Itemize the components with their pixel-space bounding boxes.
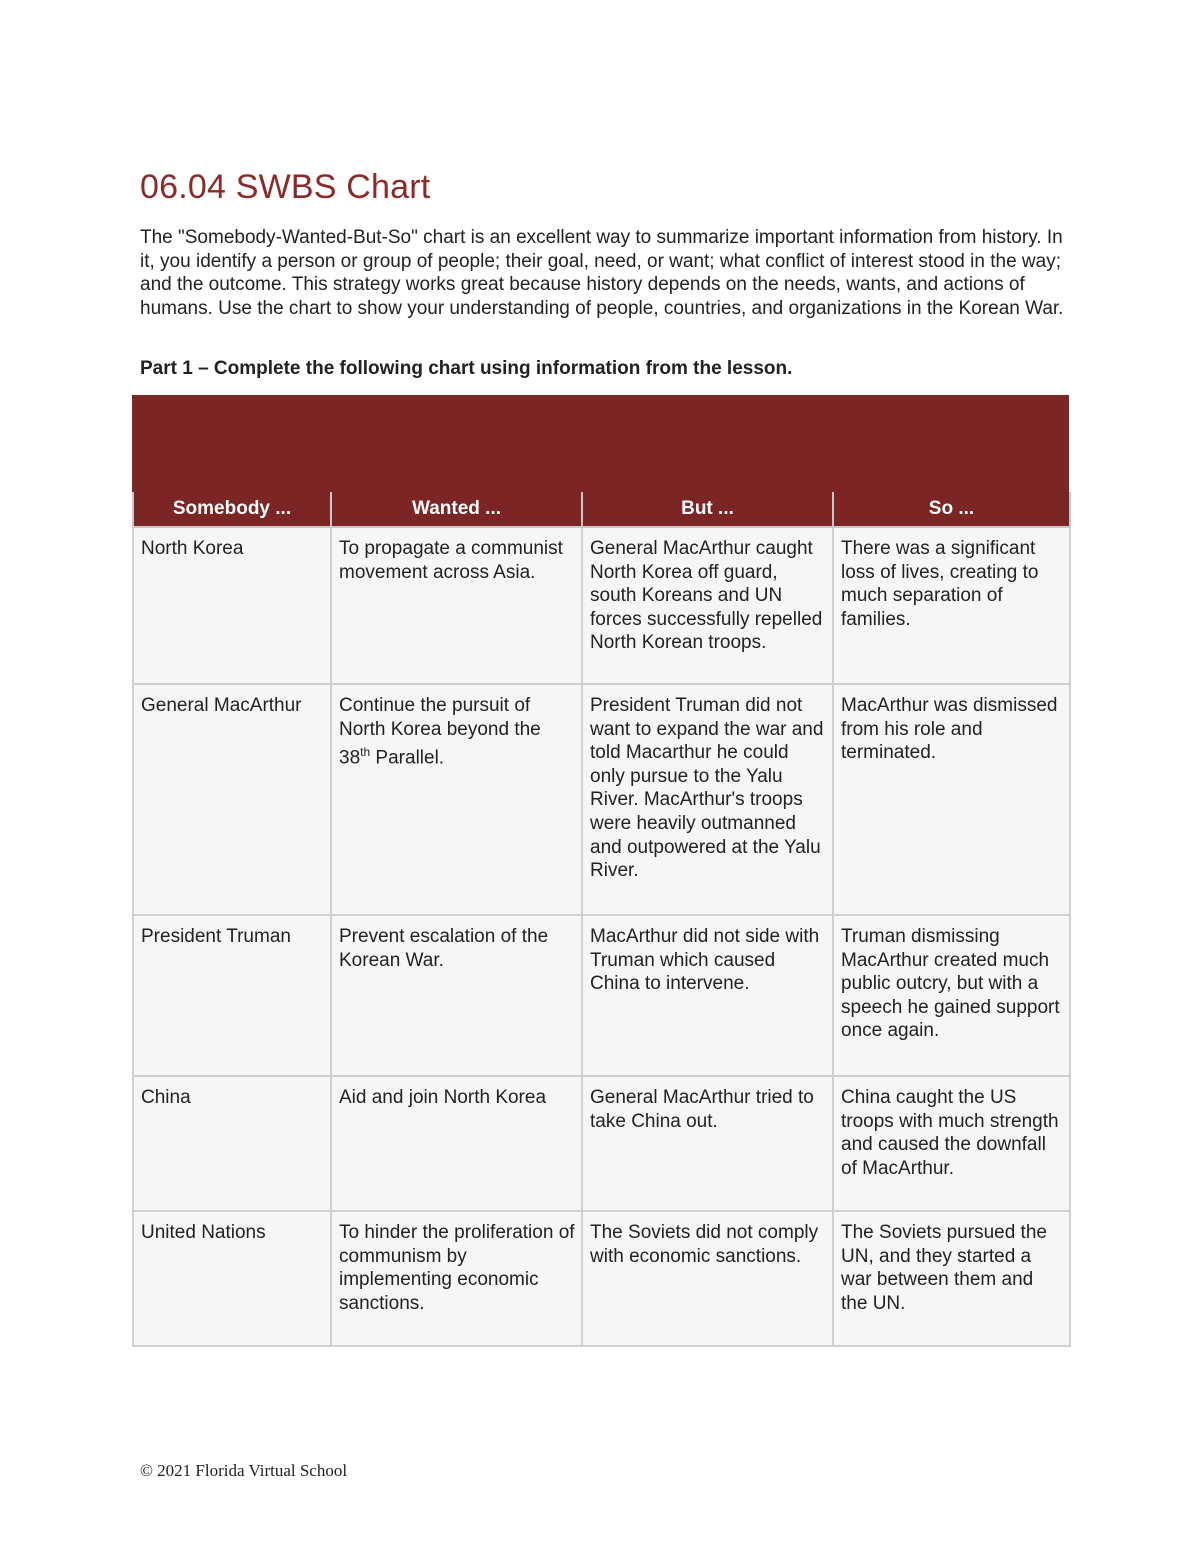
cell-wanted[interactable] xyxy=(331,684,582,915)
cell-so[interactable]: The Soviets pursued the UN, and they started a war between them and the UN. xyxy=(833,1211,1070,1346)
cell-wanted[interactable]: To hinder the proliferation of communism by implementing economic sanctions. xyxy=(331,1211,582,1346)
header-so: So ... xyxy=(833,492,1070,527)
cell-somebody[interactable]: General MacArthur xyxy=(133,684,331,915)
intro-paragraph: The "Somebody-Wanted-But-So" chart is an excellent way to summarize important information from history. In it, you identify a person or group of people; their goal, need, or want; what conflict of interest stood in the way; and the outcome. This strategy works great because history depends on the needs, wants, and actions of humans. Use the chart to show your understanding of people, countries, and organizations in the Korean War. xyxy=(140,227,1064,319)
swbs-table xyxy=(132,492,1071,1347)
cell-somebody[interactable]: China xyxy=(133,1076,331,1211)
cell-but[interactable]: The Soviets did not comply with economic sanctions. xyxy=(582,1211,833,1346)
cell-so[interactable]: China caught the US troops with much strength and caused the downfall of MacArthur. xyxy=(833,1076,1070,1211)
ordinal-superscript: th xyxy=(360,745,371,760)
cell-so[interactable]: There was a significant loss of lives, creating to much separation of families. xyxy=(833,527,1070,684)
cell-but[interactable]: MacArthur did not side with Truman which caused China to intervene. xyxy=(582,915,833,1076)
cell-wanted[interactable]: To propagate a communist movement across Asia. xyxy=(331,527,582,684)
part-1-instruction: Part 1 – Complete the following chart using information from the lesson. xyxy=(140,358,793,379)
cell-wanted[interactable]: Prevent escalation of the Korean War. xyxy=(331,915,582,1076)
header-but: But ... xyxy=(582,492,833,527)
page-title: 06.04 SWBS Chart xyxy=(140,168,431,206)
table-row xyxy=(133,527,1070,684)
cell-but[interactable]: General MacArthur tried to take China out. xyxy=(582,1076,833,1211)
cell-but[interactable]: General MacArthur caught North Korea off guard, south Koreans and UN forces successfully repelled North Korean troops. xyxy=(582,527,833,684)
swbs-table-container xyxy=(132,395,1069,1347)
cell-but[interactable]: President Truman did not want to expand the war and told Macarthur he could only pursue to the Yalu River. MacArthur's troops were heavily outmanned and outpowered at the Yalu River. xyxy=(582,684,833,915)
header-row xyxy=(133,492,1070,527)
cell-wanted-text: Continue the pursuit of North Korea beyond the 38 xyxy=(339,695,541,769)
parallel-suffix: Parallel. xyxy=(370,747,445,769)
cell-so[interactable]: Truman dismissing MacArthur created much public outcry, but with a speech he gained support once again. xyxy=(833,915,1070,1076)
table-banner xyxy=(132,395,1069,492)
header-somebody: Somebody ... xyxy=(133,492,331,527)
cell-somebody[interactable]: North Korea xyxy=(133,527,331,684)
cell-wanted[interactable]: Aid and join North Korea xyxy=(331,1076,582,1211)
table-row xyxy=(133,915,1070,1076)
cell-somebody[interactable]: United Nations xyxy=(133,1211,331,1346)
header-wanted: Wanted ... xyxy=(331,492,582,527)
table-row xyxy=(133,1211,1070,1346)
cell-so[interactable]: MacArthur was dismissed from his role and terminated. xyxy=(833,684,1070,915)
table-row xyxy=(133,684,1070,915)
cell-somebody[interactable]: President Truman xyxy=(133,915,331,1076)
copyright-footer: © 2021 Florida Virtual School xyxy=(140,1461,348,1480)
table-row xyxy=(133,1076,1070,1211)
